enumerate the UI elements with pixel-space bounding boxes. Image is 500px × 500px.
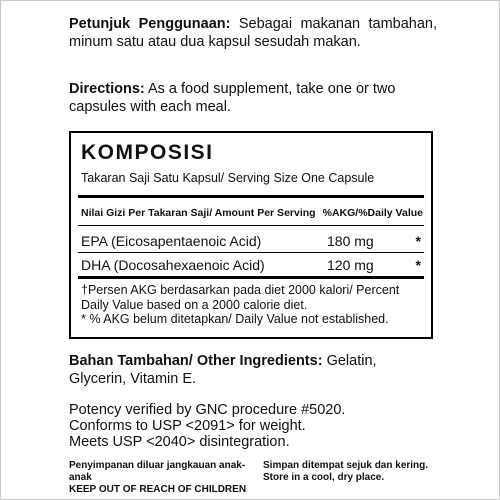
ingredients-paragraph: [69, 352, 437, 388]
footnote-not-established: * % AKG belum ditetapkan/ Daily Value not established.: [81, 312, 389, 326]
footnote-akg: †Persen AKG berdasarkan pada diet 2000 kalori/ Percent Daily Value based on a 2000 calorie diet.: [81, 283, 400, 312]
composition-footnotes: [81, 283, 423, 327]
nutrient-daily-value: *: [415, 233, 421, 249]
usage-text: Sebagai makanan tambahan, minum satu atau dua kapsul sesudah makan.: [69, 16, 437, 50]
storage-children-warning: [69, 460, 255, 496]
storage-instructions-id: Simpan ditempat sejuk dan kering.: [263, 460, 429, 471]
divider: [78, 225, 424, 226]
nutrient-amount: 120 mg: [327, 257, 374, 273]
potency-block: [69, 402, 437, 450]
header-daily-value: %AKG/%Daily Value: [322, 207, 423, 219]
storage-warning-en: KEEP OUT OF REACH OF CHILDREN: [69, 484, 247, 495]
serving-size: Takaran Saji Satu Kapsul/ Serving Size One Capsule: [81, 171, 375, 185]
divider: [78, 252, 424, 253]
divider-thick: [78, 195, 424, 198]
nutrient-amount: 180 mg: [327, 233, 374, 249]
directions-heading: Directions:: [69, 81, 145, 97]
usage-paragraph: [69, 15, 437, 51]
header-amount-per-serving: Nilai Gizi Per Takaran Saji/ Amount Per Serving: [81, 207, 316, 219]
usage-heading: Petunjuk Penggunaan:: [69, 16, 231, 32]
nutrient-daily-value: *: [415, 257, 421, 273]
nutrient-name: EPA (Eicosapentaenoic Acid): [81, 233, 262, 249]
storage-instructions: [263, 460, 439, 484]
composition-panel: [69, 131, 433, 339]
disintegration-line: Meets USP <2040> disintegration.: [69, 434, 290, 450]
nutrient-name: DHA (Docosahexaenoic Acid): [81, 257, 265, 273]
storage-warning-id: Penyimpanan diluar jangkauan anak-anak: [69, 460, 246, 483]
ingredients-text: Gelatin, Glycerin, Vitamin E.: [69, 353, 377, 387]
divider-thick: [78, 276, 424, 279]
composition-title: KOMPOSISI: [81, 141, 214, 164]
directions-text: As a food supplement, take one or two capsules with each meal.: [69, 81, 396, 115]
directions-paragraph: [69, 80, 437, 116]
conforms-line: Conforms to USP <2091> for weight.: [69, 418, 306, 434]
potency-line: Potency verified by GNC procedure #5020.: [69, 402, 346, 418]
storage-instructions-en: Store in a cool, dry place.: [263, 472, 385, 483]
ingredients-heading: Bahan Tambahan/ Other Ingredients:: [69, 353, 323, 369]
